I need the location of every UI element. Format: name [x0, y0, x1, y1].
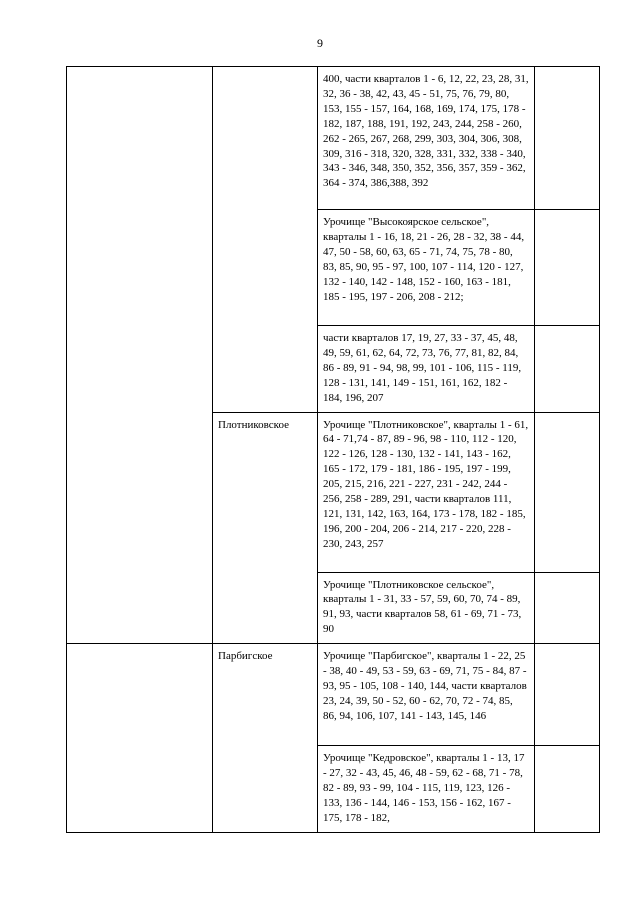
district-cell — [213, 67, 318, 413]
quarters-cell: Урочище "Высокоярское сельское", кварталы 1 - 16, 18, 21 - 26, 28 - 32, 38 - 44, 47, 50 - 58, 60, 63, 65 - 71, 74, 75, 78 - 80, 83, 85, 90, 95 - 97, 100, 107 - 114, 120 - 127, 132 - 140, 142 - 148, 152 - 160, 163 - 181, 185 - 195, 197 - 206, 208 - 212; — [318, 210, 535, 326]
quarters-cell: Урочище "Парбигское", кварталы 1 - 22, 25 - 38, 40 - 49, 53 - 59, 63 - 69, 71, 75 - 84, 87 - 93, 95 - 105, 108 - 140, 144, части кварталов 23, 24, 39, 50 - 52, 60 - 62, 70, 72 - 74, 85, 86, 94, 106, 107, 141 - 143, 145, 146 — [318, 644, 535, 746]
note-cell — [535, 412, 600, 572]
quarters-cell: Урочище "Плотниковское сельское", кварталы 1 - 31, 33 - 57, 59, 60, 70, 74 - 89, 91, 93, части кварталов 58, 61 - 69, 71 - 73, 90 — [318, 572, 535, 644]
quarters-cell: Урочище "Кедровское", кварталы 1 - 13, 17 - 27, 32 - 43, 45, 46, 48 - 59, 62 - 68, 71 - 78, 82 - 89, 93 - 99, 104 - 115, 119, 123, 126 - 133, 136 - 144, 146 - 153, 156 - 162, 167 - 175, 178 - 182, — [318, 746, 535, 833]
district-cell: Парбигское — [213, 644, 318, 833]
table-row — [67, 67, 600, 210]
note-cell — [535, 572, 600, 644]
note-cell — [535, 326, 600, 413]
quarters-cell: части кварталов 17, 19, 27, 33 - 37, 45, 48, 49, 59, 61, 62, 64, 72, 73, 76, 77, 81, 82, 84, 86 - 89, 91 - 94, 98, 99, 101 - 106, 115 - 119, 128 - 131, 141, 149 - 151, 161, 162, 182 - 184, 196, 207 — [318, 326, 535, 413]
region-cell — [67, 67, 213, 644]
page-number: 9 — [317, 36, 323, 50]
forestry-table — [66, 66, 600, 833]
region-cell — [67, 644, 213, 833]
note-cell — [535, 210, 600, 326]
quarters-cell: Урочище "Плотниковское", кварталы 1 - 61, 64 - 71,74 - 87, 89 - 96, 98 - 110, 112 - 120, 122 - 126, 128 - 130, 132 - 141, 143 - 162, 165 - 172, 179 - 181, 186 - 195, 197 - 199, 205, 215, 216, 221 - 227, 231 - 242, 244 - 256, 258 - 289, 291, части кварталов 111, 121, 131, 142, 163, 164, 173 - 178, 182 - 185, 196, 200 - 204, 206 - 214, 217 - 220, 228 - 230, 243, 257 — [318, 412, 535, 572]
note-cell — [535, 67, 600, 210]
quarters-cell: 400, части кварталов 1 - 6, 12, 22, 23, 28, 31, 32, 36 - 38, 42, 43, 45 - 51, 75, 76, 79, 80, 153, 155 - 157, 164, 168, 169, 174, 175, 178 - 182, 187, 188, 191, 192, 243, 244, 258 - 260, 262 - 265, 267, 268, 299, 303, 304, 306, 308, 309, 316 - 318, 320, 328, 331, 332, 338 - 340, 343 - 346, 348, 350, 352, 356, 357, 359 - 362, 364 - 374, 386,388, 392 — [318, 67, 535, 210]
note-cell — [535, 746, 600, 833]
table-row — [67, 644, 600, 746]
note-cell — [535, 644, 600, 746]
district-cell: Плотниковское — [213, 412, 318, 644]
